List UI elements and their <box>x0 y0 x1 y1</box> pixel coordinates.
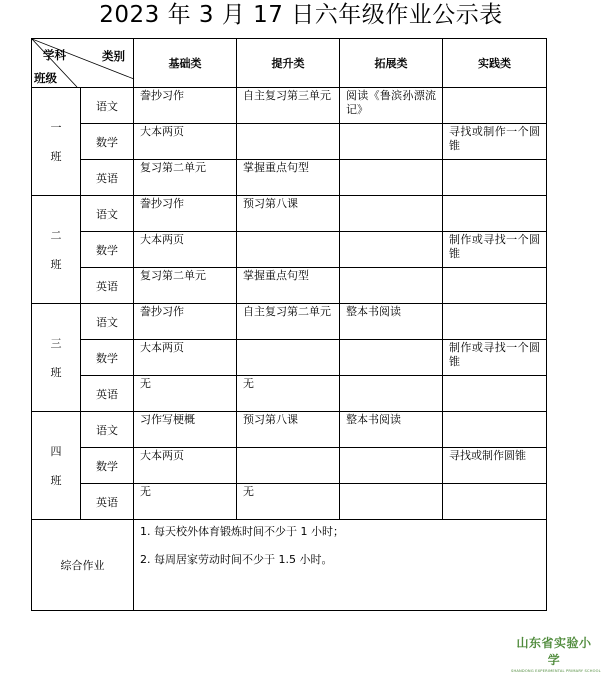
table-row <box>32 268 547 304</box>
class-name-cell <box>32 88 81 196</box>
class-name-char: 一 <box>50 120 62 134</box>
table-row <box>32 304 547 340</box>
task-cell-practice <box>443 484 547 520</box>
task-cell-extend: 阅读《鲁滨孙漂流记》 <box>340 88 443 124</box>
homework-table <box>31 38 547 611</box>
subject-cell: 数学 <box>81 448 134 484</box>
table-row <box>32 340 547 376</box>
summary-row <box>32 520 547 611</box>
task-cell-improve: 掌握重点句型 <box>237 160 340 196</box>
table-row <box>32 124 547 160</box>
task-cell-basic: 誊抄习作 <box>134 196 237 232</box>
task-cell-practice: 制作或寻找一个圆锥 <box>443 232 547 268</box>
task-cell-basic: 无 <box>134 484 237 520</box>
class-name-cell <box>32 196 81 304</box>
task-cell-practice: 寻找或制作圆锥 <box>443 448 547 484</box>
logo-name-en: SHANDONG EXPERIMENTAL PRIMARY SCHOOL <box>511 669 601 673</box>
task-cell-basic: 无 <box>134 376 237 412</box>
class-name-char: 四 <box>50 444 62 458</box>
subject-cell: 英语 <box>81 376 134 412</box>
column-header-improve: 提升类 <box>237 39 340 88</box>
task-cell-improve <box>237 124 340 160</box>
task-cell-basic: 习作写梗概 <box>134 412 237 448</box>
task-cell-improve <box>237 232 340 268</box>
task-cell-improve: 预习第八课 <box>237 196 340 232</box>
table-row <box>32 376 547 412</box>
summary-content <box>134 520 547 611</box>
class-name-char: 三 <box>50 336 62 350</box>
subject-cell: 数学 <box>81 340 134 376</box>
subject-cell: 英语 <box>81 160 134 196</box>
task-cell-improve: 掌握重点句型 <box>237 268 340 304</box>
subject-cell: 英语 <box>81 268 134 304</box>
class-name-cell <box>32 304 81 412</box>
task-cell-improve <box>237 340 340 376</box>
task-cell-basic: 复习第二单元 <box>134 268 237 304</box>
task-cell-basic: 大本两页 <box>134 448 237 484</box>
task-cell-extend <box>340 124 443 160</box>
task-cell-improve: 自主复习第三单元 <box>237 88 340 124</box>
class-name-char: 班 <box>50 257 62 271</box>
summary-label: 综合作业 <box>32 520 134 611</box>
class-name-char: 班 <box>50 365 62 379</box>
task-cell-extend <box>340 376 443 412</box>
subject-cell: 语文 <box>81 412 134 448</box>
task-cell-basic: 大本两页 <box>134 340 237 376</box>
subject-cell: 语文 <box>81 88 134 124</box>
task-cell-practice <box>443 160 547 196</box>
table-body <box>32 88 547 611</box>
task-cell-extend: 整本书阅读 <box>340 412 443 448</box>
corner-subject-label: 学科 <box>43 48 66 62</box>
corner-class-label: 班级 <box>34 71 57 85</box>
column-header-practice: 实践类 <box>443 39 547 88</box>
task-cell-improve: 无 <box>237 484 340 520</box>
task-cell-improve: 无 <box>237 376 340 412</box>
table-row <box>32 160 547 196</box>
task-cell-basic: 誊抄习作 <box>134 88 237 124</box>
table-row <box>32 232 547 268</box>
class-name-cell <box>32 412 81 520</box>
subject-cell: 语文 <box>81 304 134 340</box>
column-header-extend: 拓展类 <box>340 39 443 88</box>
diagonal-header-cell <box>32 39 134 88</box>
summary-line: 1. 每天校外体育锻炼时间不少于 1 小时； <box>140 525 344 538</box>
table-row <box>32 448 547 484</box>
school-logo <box>511 634 601 673</box>
header-row <box>32 39 547 88</box>
task-cell-practice <box>443 88 547 124</box>
task-cell-basic: 誊抄习作 <box>134 304 237 340</box>
task-cell-extend: 整本书阅读 <box>340 304 443 340</box>
task-cell-basic: 复习第二单元 <box>134 160 237 196</box>
task-cell-practice <box>443 268 547 304</box>
task-cell-improve: 自主复习第二单元 <box>237 304 340 340</box>
task-cell-practice: 制作或寻找一个圆锥 <box>443 340 547 376</box>
task-cell-practice <box>443 196 547 232</box>
task-cell-extend <box>340 484 443 520</box>
class-name-char: 二 <box>50 228 62 242</box>
summary-line: 2. 每周居家劳动时间不少于 1.5 小时。 <box>140 553 333 566</box>
class-name-char: 班 <box>50 149 62 163</box>
task-cell-improve: 预习第八课 <box>237 412 340 448</box>
table-row <box>32 196 547 232</box>
task-cell-practice: 寻找或制作一个圆锥 <box>443 124 547 160</box>
subject-cell: 语文 <box>81 196 134 232</box>
task-cell-improve <box>237 448 340 484</box>
table-row <box>32 412 547 448</box>
task-cell-extend <box>340 340 443 376</box>
page-title: 2023 年 3 月 17 日六年级作业公示表 <box>99 2 503 28</box>
column-header-basic: 基础类 <box>134 39 237 88</box>
corner-type-label: 类别 <box>102 49 125 63</box>
subject-cell: 数学 <box>81 232 134 268</box>
task-cell-extend <box>340 268 443 304</box>
table-row <box>32 88 547 124</box>
logo-name-cn: 山东省实验小学 <box>516 636 592 667</box>
subject-cell: 英语 <box>81 484 134 520</box>
task-cell-extend <box>340 196 443 232</box>
task-cell-practice <box>443 376 547 412</box>
task-cell-extend <box>340 160 443 196</box>
subject-cell: 数学 <box>81 124 134 160</box>
task-cell-basic: 大本两页 <box>134 124 237 160</box>
table-row <box>32 484 547 520</box>
task-cell-basic: 大本两页 <box>134 232 237 268</box>
task-cell-practice <box>443 304 547 340</box>
task-cell-extend <box>340 232 443 268</box>
class-name-char: 班 <box>50 473 62 487</box>
task-cell-extend <box>340 448 443 484</box>
task-cell-practice <box>443 412 547 448</box>
